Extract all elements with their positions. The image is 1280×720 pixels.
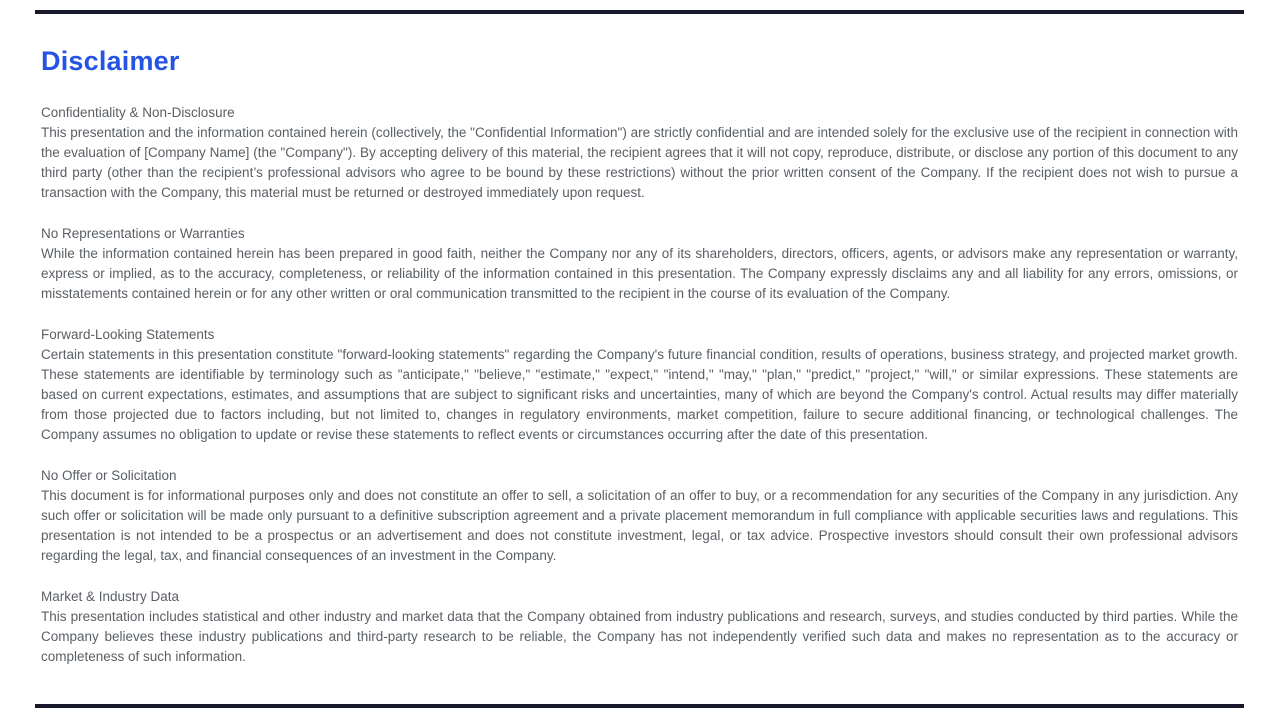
page-title: Disclaimer bbox=[41, 46, 180, 76]
section-no-offer bbox=[41, 466, 1238, 566]
section-forward-looking bbox=[41, 325, 1238, 445]
section-heading: Market & Industry Data bbox=[41, 589, 180, 604]
section-heading: Confidentiality & Non-Disclosure bbox=[41, 105, 235, 120]
section-body: Certain statements in this presentation constitute "forward-looking statements" regarding the Company's future financial condition, results of operations, business strategy, and projected market growth. These statements are identifiable by terminology such as "anticipate," "believe," "estimate," "expect," "intend," "may," "plan," "predict," "project," "will," or similar expressions. These statements are based on current expectations, estimates, and assumptions that are subject to significant risks and uncertainties, many of which are beyond the Company's control. Actual results may differ materially from those projected due to factors including, but not limited to, changes in regulatory environments, market competition, failure to secure additional financing, or technological challenges. The Company assumes no obligation to update or revise these statements to reflect events or circumstances occurring after the date of this presentation. bbox=[41, 347, 1238, 442]
section-body: This presentation includes statistical and other industry and market data that the Company obtained from industry publications and research, surveys, and studies conducted by third parties. While the Company believes these industry publications and third-party research to be reliable, the Company has not independently verified such data and makes no representation as to the accuracy or completeness of such information. bbox=[41, 609, 1238, 664]
slide-content bbox=[41, 0, 1238, 688]
section-no-representations bbox=[41, 224, 1238, 304]
section-heading: No Representations or Warranties bbox=[41, 226, 245, 241]
section-body: While the information contained herein has been prepared in good faith, neither the Company nor any of its shareholders, directors, officers, agents, or advisors make any representation or warranty, express or implied, as to the accuracy, completeness, or reliability of the information contained in this presentation. The Company expressly disclaims any and all liability for any errors, omissions, or misstatements contained herein or for any other written or oral communication transmitted to the recipient in the course of its evaluation of the Company. bbox=[41, 246, 1238, 301]
section-confidentiality bbox=[41, 103, 1238, 203]
section-heading: Forward-Looking Statements bbox=[41, 327, 215, 342]
bottom-divider bbox=[35, 704, 1244, 708]
section-body: This presentation and the information contained herein (collectively, the "Confidential Information") are strictly confidential and are intended solely for the exclusive use of the recipient in connection with the evaluation of [Company Name] (the "Company"). By accepting delivery of this material, the recipient agrees that it will not copy, reproduce, distribute, or disclose any portion of this document to any third party (other than the recipient’s professional advisors who agree to be bound by these restrictions) without the prior written consent of the Company. If the recipient does not wish to pursue a transaction with the Company, this material must be returned or destroyed immediately upon request. bbox=[41, 125, 1238, 200]
section-body: This document is for informational purposes only and does not constitute an offer to sell, a solicitation of an offer to buy, or a recommendation for any securities of the Company in any jurisdiction. Any such offer or solicitation will be made only pursuant to a definitive subscription agreement and a private placement memorandum in full compliance with applicable securities laws and regulations. This presentation is not intended to be a prospectus or an advertisement and does not constitute investment, legal, or tax advice. Prospective investors should consult their own professional advisors regarding the legal, tax, and financial consequences of an investment in the Company. bbox=[41, 488, 1238, 563]
section-heading: No Offer or Solicitation bbox=[41, 468, 177, 483]
sections-container bbox=[41, 103, 1238, 667]
section-market-data bbox=[41, 587, 1238, 667]
